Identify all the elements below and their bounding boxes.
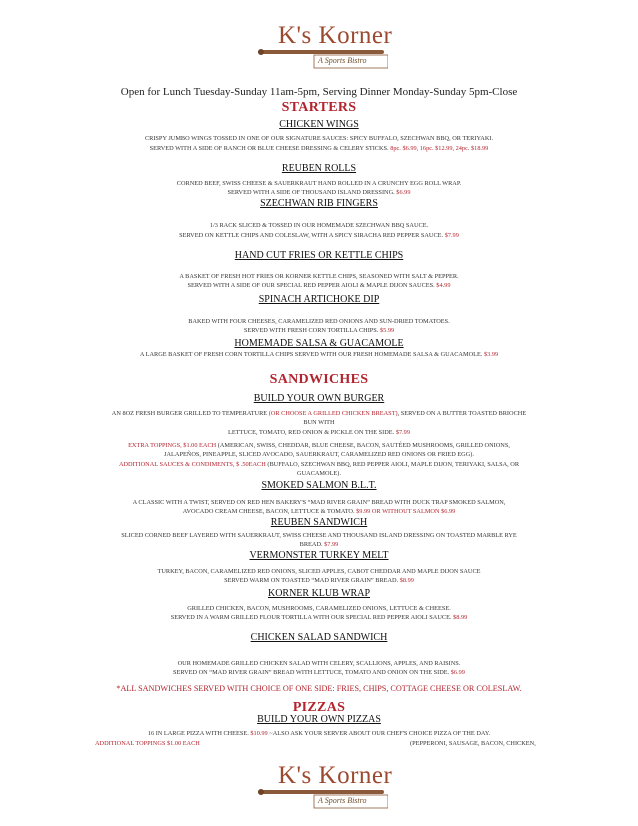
item-desc: AVOCADO CREAM CHEESE, BACON, LETTUCE & TOMATO. $9.99 OR WITHOUT SALMON $6.99 (182, 508, 456, 515)
item-desc: TURKEY, BACON, CARAMELIZED RED ONIONS, SLICED APPLES, CABOT CHEDDAR AND MAPLE DIJON SAUCE (157, 568, 481, 575)
item-price: $9.99 OR WITHOUT SALMON $6.99 (356, 508, 456, 515)
item-smoked-salmon-blt: SMOKED SALMON B.L.T. (261, 480, 377, 491)
hours: Open for Lunch Tuesday-Sunday 11am-5pm, Serving Dinner Monday-Sunday 5pm-Close (120, 86, 518, 98)
item-spinach-artichoke-dip: SPINACH ARTICHOKE DIP (258, 294, 380, 305)
additional-sauces: ADDITIONAL SAUCES & CONDIMENTS, $ .50EACH (BUFFALO, SZECHWAN BBQ, RED PEPPER AIOLI, MAPLE DIJON, TERIYAKI, SALSA, OR (118, 461, 520, 468)
pizza-toppings-label: ADDITIONAL TOPPINGS $1.00 EACH (95, 740, 200, 747)
item-chicken-wings: CHICKEN WINGS (279, 119, 359, 130)
item-price: $7.99 (395, 429, 410, 436)
item-desc: BREAD. $7.99 (299, 541, 339, 548)
item-desc: 16 IN LARGE PIZZA WITH CHEESE. $10.99 ~ALSO ASK YOUR SERVER ABOUT OUR CHEF'S CHOICE PIZZA OF THE DAY. (147, 730, 491, 737)
item-price: $5.99 (379, 327, 395, 334)
item-desc: CRISPY JUMBO WINGS TOSSED IN ONE OF OUR SIGNATURE SAUCES: SPICY BUFFALO, SZECHWAN BBQ, OR TERIYAKI. (144, 135, 494, 142)
item-desc: A BASKET OF FRESH HOT FRIES OR KORNER KETTLE CHIPS, SEASONED WITH SALT & PEPPER. (179, 273, 459, 280)
item-desc: SLICED CORNED BEEF LAYERED WITH SAUERKRAUT, SWISS CHEESE AND THOUSAND ISLAND DRESSING ON TOASTED MARBLE RYE (121, 532, 517, 539)
item-price: $7.99 (324, 541, 339, 548)
item-desc: SERVED WITH A SIDE OF RANCH OR BLUE CHEESE DRESSING & CELERY STICKS. 8pc. $6.99, 16pc. $12.99, 24pc. $18.99 (149, 145, 489, 152)
item-desc: OUR HOMEMADE GRILLED CHICKEN SALAD WITH CELERY, SCALLIONS, APPLES, AND RAISINS. (177, 660, 461, 667)
item-price: $3.99 (483, 351, 499, 358)
item-chicken-salad-sandwich: CHICKEN SALAD SANDWICH (250, 632, 388, 643)
item-szechwan-rib-fingers: SZECHWAN RIB FINGERS (260, 198, 378, 209)
item-desc: 1/3 RACK SLICED & TOSSED IN OUR HOMEMADE SZECHWAN BBQ SAUCE. (209, 222, 429, 229)
item-build-your-own-burger: BUILD YOUR OWN BURGER (253, 393, 385, 404)
item-desc: BAKED WITH FOUR CHEESES, CARAMELIZED RED ONIONS AND SUN-DRIED TOMATOES. (188, 318, 450, 325)
logo-tagline: A Sports Bistro (318, 56, 367, 65)
item-price: 8pc. $6.99, 16pc. $12.99, 24pc. $18.99 (390, 145, 489, 152)
item-desc: SERVED WITH A SIDE OF THOUSAND ISLAND DRESSING. $6.99 (227, 189, 411, 196)
sandwich-sides-note: *ALL SANDWICHES SERVED WITH CHOICE OF ONE SIDE: FRIES, CHIPS, COTTAGE CHEESE OR COLESLAW. (116, 684, 522, 693)
logo-tagline: A Sports Bistro (318, 796, 367, 805)
item-price: $7.99 (444, 232, 459, 239)
item-desc: SERVED WARM ON TOASTED “MAD RIVER GRAIN” BREAD. $8.99 (224, 577, 414, 584)
logo-name: K's Korner (278, 22, 393, 49)
item-desc: BUN WITH (303, 419, 335, 426)
item-desc: GRILLED CHICKEN, BACON, MUSHROOMS, CARAMELIZED ONIONS, LETTUCE & CHEESE. (187, 605, 451, 612)
item-price: $6.99 (396, 189, 411, 196)
item-price: $8.99 (453, 614, 468, 621)
logo-footer (258, 754, 393, 822)
item-desc: SERVED IN A WARM GRILLED FLOUR TORTILLA WITH OUR SPECIAL RED PEPPER AIOLI SAUCE. $8.99 (170, 614, 468, 621)
item-price: $4.99 (436, 282, 451, 289)
item-desc: SERVED WITH A SIDE OF OUR SPECIAL RED PEPPER AIOLI & MAPLE DIJON SAUCES. $4.99 (187, 282, 451, 289)
section-title-pizzas: PIZZAS (292, 700, 346, 715)
item-desc: AN 8OZ FRESH BURGER GRILLED TO TEMPERATURE (OR CHOOSE A GRILLED CHICKEN BREAST), SERVED ON A BUTTER TOASTED BRIOCHE (111, 410, 527, 417)
item-desc: SERVED WITH FRESH CORN TORTILLA CHIPS. $5.99 (243, 327, 395, 334)
pizza-toppings-list: (PEPPERONI, SAUSAGE, BACON, CHICKEN, (410, 740, 536, 747)
additional-sauces-list: GUACAMOLE). (297, 470, 341, 477)
item-price: $10.99 (250, 730, 268, 737)
item-desc: SERVED ON KETTLE CHIPS AND COLESLAW, WITH A SPICY SIRACHA RED PEPPER SAUCE. $7.99 (179, 232, 459, 239)
item-price: $8.99 (399, 577, 414, 584)
item-desc: A CLASSIC WITH A TWIST, SERVED ON RED HEN BAKERY'S “MAD RIVER GRAIN” BREAD WITH DUCK TRAP SMOKED SALMON, (132, 499, 506, 506)
item-vermonster-turkey-melt: VERMONSTER TURKEY MELT (249, 550, 389, 561)
section-title-sandwiches: SANDWICHES (269, 372, 369, 387)
extra-toppings: EXTRA TOPPINGS, $1.00 EACH (AMERICAN, SWISS, CHEDDAR, BLUE CHEESE, BACON, SAUTÉED MUSHROOMS, GRILLED ONIONS, (128, 442, 510, 449)
item-reuben-sandwich: REUBEN SANDWICH (270, 517, 368, 528)
item-fries-chips: HAND CUT FRIES OR KETTLE CHIPS (234, 250, 404, 261)
logo-name: K's Korner (278, 762, 393, 789)
item-salsa-guacamole: HOMEMADE SALSA & GUACAMOLE (234, 338, 404, 349)
item-desc: A LARGE BASKET OF FRESH CORN TORTILLA CHIPS SERVED WITH OUR FRESH HOMEMADE SALSA & GUACAMOLE. $3.99 (139, 351, 499, 358)
extra-toppings-list: JALAPEÑOS, PINEAPPLE, SLICED AVOCADO, SAUERKRAUT, CARAMELIZED RED ONIONS OR FRIED EGG). (164, 451, 474, 458)
logo (258, 14, 393, 82)
section-title-starters: STARTERS (281, 100, 357, 115)
item-desc: CORNED BEEF, SWISS CHEESE & SAUERKRAUT HAND ROLLED IN A CRUNCHY EGG ROLL WRAP. (176, 180, 462, 187)
item-desc: SERVED ON “MAD RIVER GRAIN” BREAD WITH LETTUCE, TOMATO AND ONION ON THE SIDE. $6.99 (173, 669, 465, 676)
item-build-your-own-pizzas: BUILD YOUR OWN PIZZAS (257, 714, 381, 725)
item-desc: LETTUCE, TOMATO, RED ONION & PICKLE ON THE SIDE. $7.99 (228, 429, 410, 436)
item-price: $6.99 (450, 669, 465, 676)
item-reuben-rolls: REUBEN ROLLS (281, 163, 357, 174)
item-korner-klub-wrap: KORNER KLUB WRAP (267, 588, 371, 599)
